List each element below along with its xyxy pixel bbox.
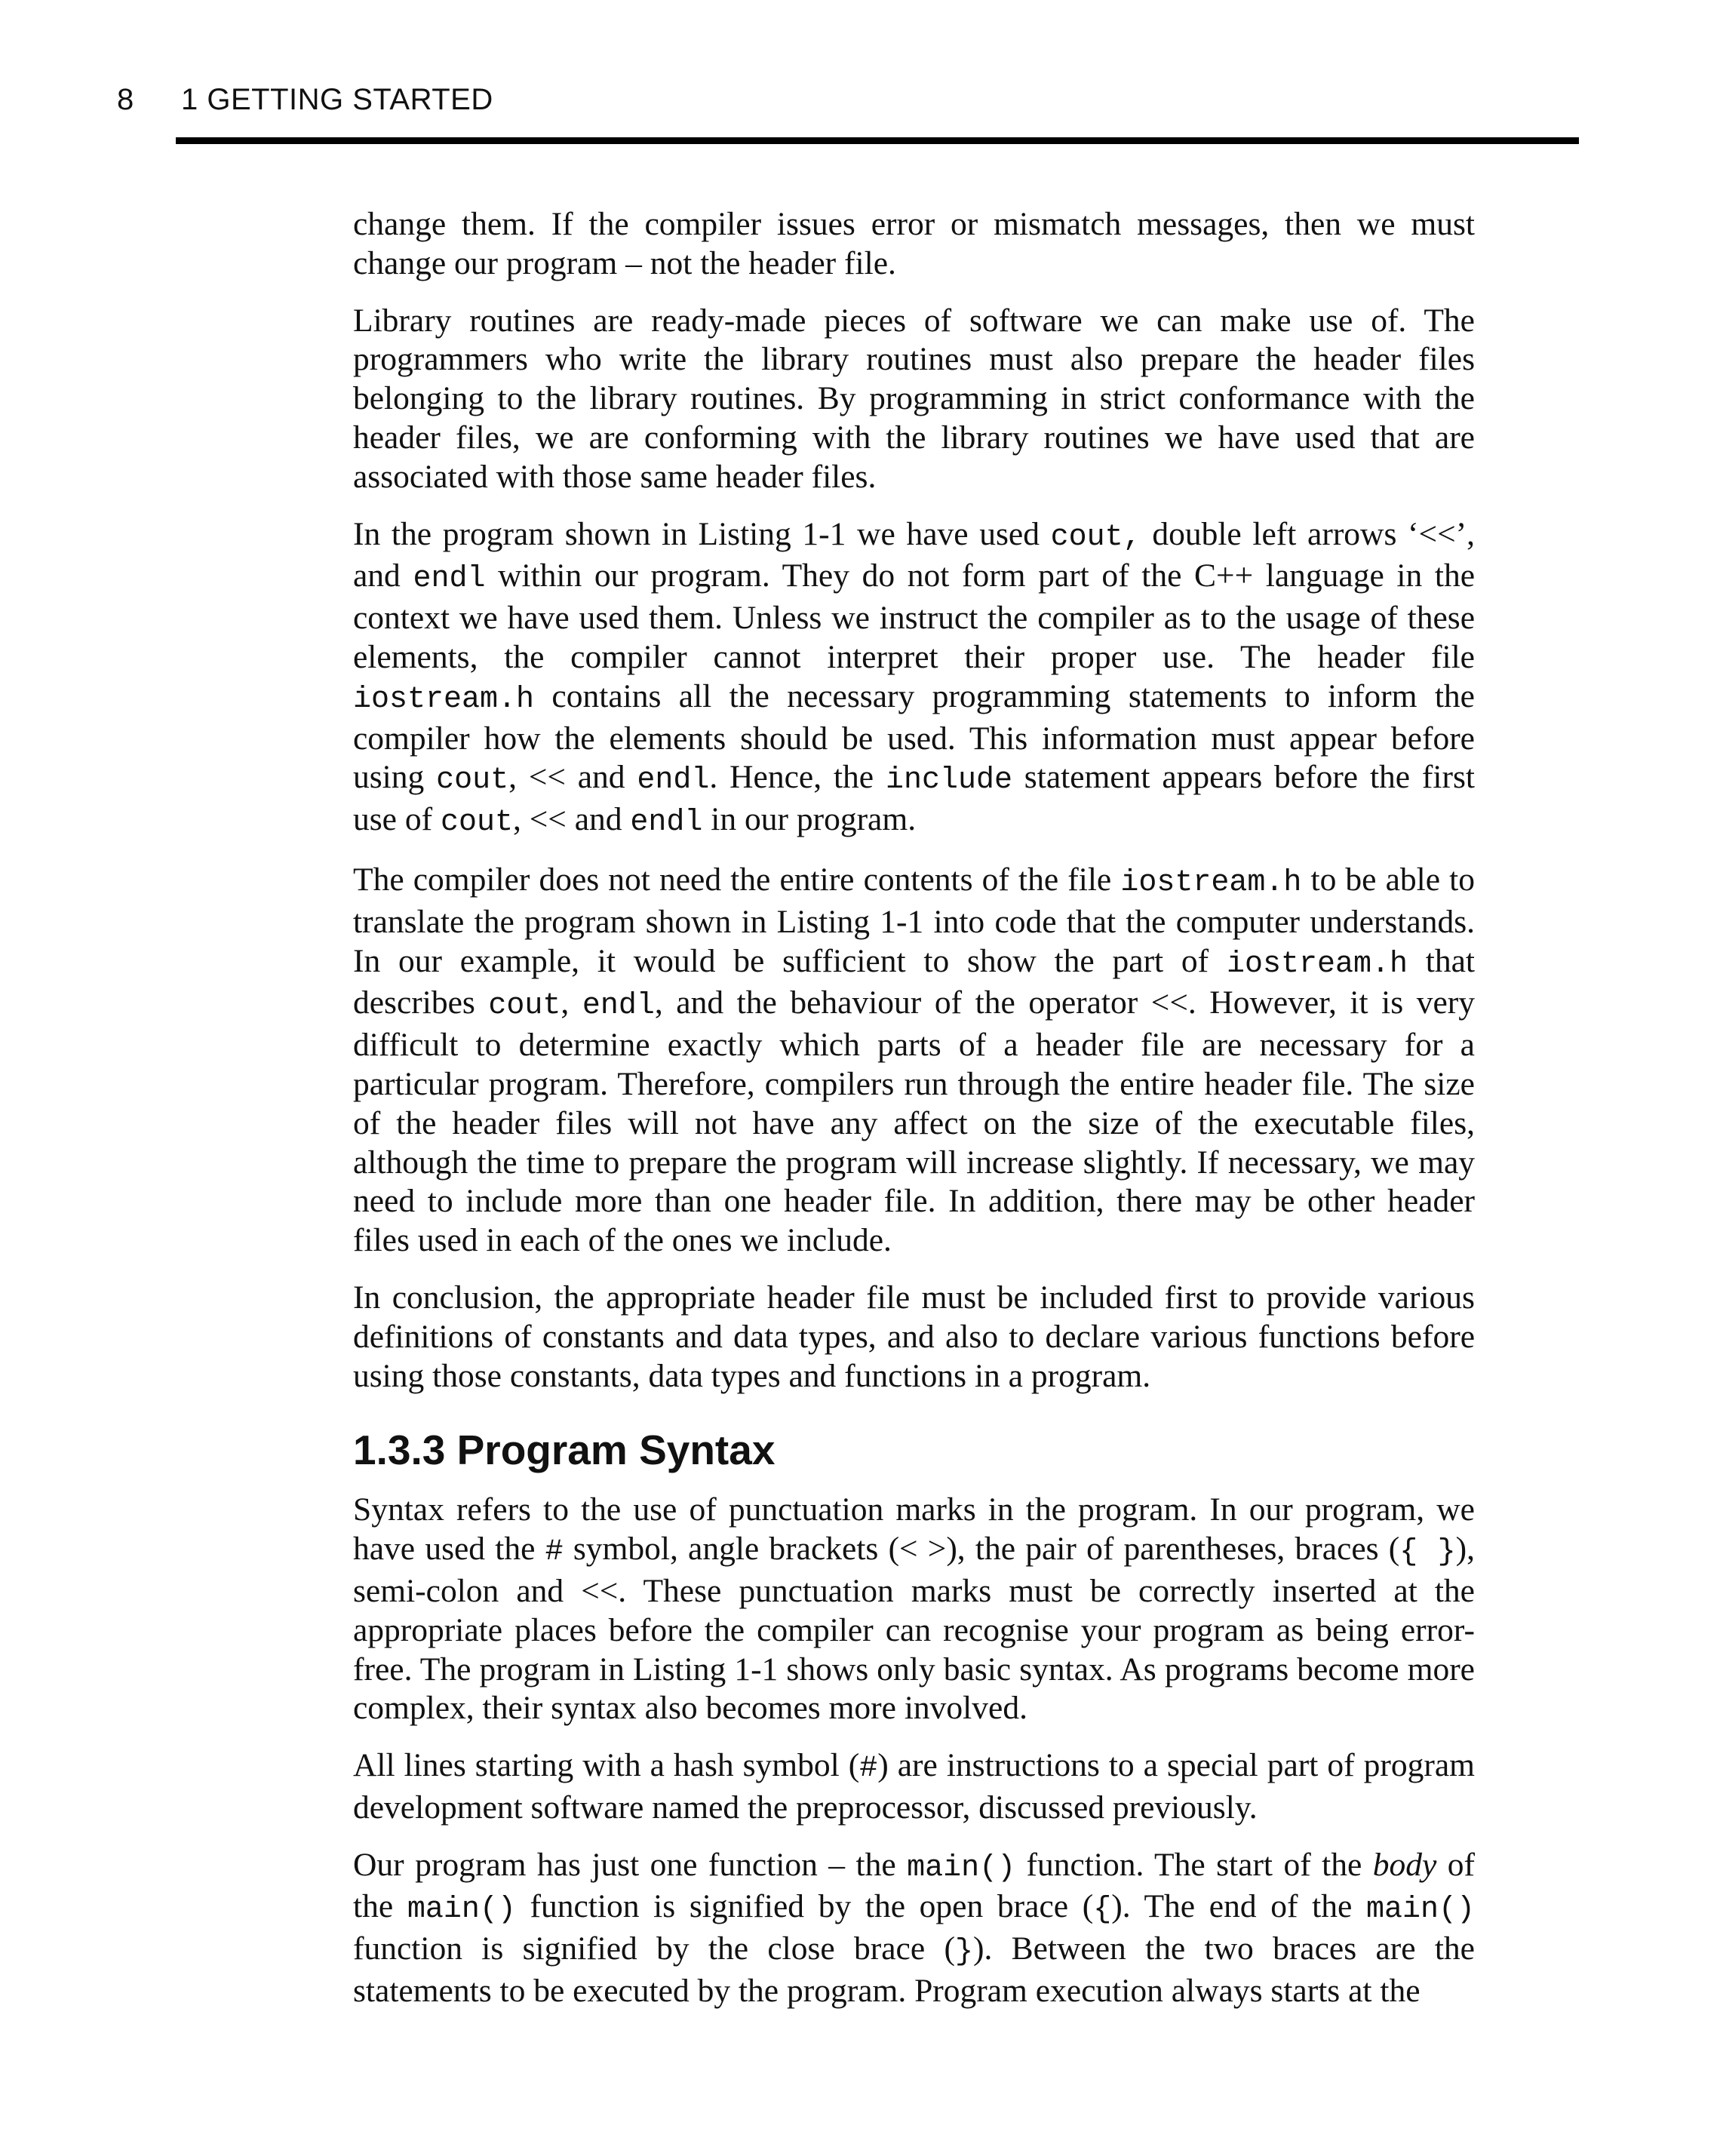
code-term: iostream.h xyxy=(1120,865,1302,900)
code-term: iostream.h xyxy=(1226,947,1408,981)
intro-paragraphs xyxy=(353,205,1475,1396)
code-term: # xyxy=(859,1752,878,1786)
body-text xyxy=(353,205,1475,2029)
text-run: ). The end of the xyxy=(1111,1888,1366,1925)
text-run: In conclusion, the appropriate header file must be included first to provide various definitions of constants and data types, and also to declare various functions before using those constants, data types and functions in a program. xyxy=(353,1279,1475,1394)
code-term: endl xyxy=(630,806,703,840)
text-run: function. The start of the xyxy=(1015,1846,1373,1883)
text-run: , << and xyxy=(508,759,637,796)
text-run: The compiler does not need the entire contents of the file xyxy=(353,861,1121,898)
code-term: } xyxy=(954,1935,973,1970)
paragraph xyxy=(353,302,1475,497)
text-run: ), semi-colon and <<. These punctuation marks must be correctly inserted at the appropriate places before the compiler can recognise your program as being error-free. The program in Listing 1-1 shows only basic syntax. As programs become more complex, their syntax also becomes more involved. xyxy=(353,1531,1475,1727)
paragraph xyxy=(353,1846,1475,2011)
code-term: cout xyxy=(488,989,561,1024)
text-run: double left arrows ‘<<’, and xyxy=(353,515,1475,594)
chapter-title: 1 GETTING STARTED xyxy=(181,83,493,116)
text-run: within our program. They do not form part of the C++ language in the context we have used them. Unless we instruct the compiler as to the usage of these elements, the compiler cannot interpret their proper use. The header file xyxy=(353,557,1475,675)
text-run: to be able to translate the program shown in Listing 1-1 into code that the computer understands. In our example, it would be sufficient to show the part of xyxy=(353,861,1475,979)
paragraph xyxy=(353,515,1475,843)
code-term: main() xyxy=(407,1893,516,1927)
code-term: endl xyxy=(413,562,486,597)
text-run: Library routines are ready-made pieces of software we can make use of. The programmers who write the library routines must also prepare the header files belonging to the library routines. By programming in strict conformance with the header files, we are conforming with the library routines we have used that are associated with those same header files. xyxy=(353,302,1475,495)
paragraph xyxy=(353,1491,1475,1728)
text-run: All lines starting with a hash symbol ( xyxy=(353,1747,860,1784)
paragraph xyxy=(353,1746,1475,1828)
code-term: cout xyxy=(436,763,509,798)
code-term: { xyxy=(1093,1893,1112,1927)
text-run: symbol, angle brackets (< >), the pair of parentheses, braces ( xyxy=(563,1531,1400,1568)
text-run: of the xyxy=(353,1846,1475,1925)
code-term: endl xyxy=(582,989,655,1024)
text-run: In the program shown in Listing 1-1 we have used xyxy=(353,515,1051,552)
code-term: iostream.h xyxy=(353,682,535,717)
text-run: contains all the necessary programming statements to inform the compiler how the elements should be used. This information must appear before using xyxy=(353,677,1475,796)
header-rule xyxy=(176,137,1579,144)
running-head xyxy=(117,83,493,117)
code-term: { } xyxy=(1399,1535,1456,1570)
section-heading: 1.3.3 Program Syntax xyxy=(353,1427,776,1474)
code-term: cout, xyxy=(1050,520,1141,554)
paragraph xyxy=(353,205,1475,284)
code-term: main() xyxy=(907,1850,1016,1885)
paragraph xyxy=(353,861,1475,1261)
code-term: cout xyxy=(440,806,513,840)
paragraph xyxy=(353,1279,1475,1396)
text-run: , and the behaviour of the operator <<. However, it is very difficult to determine exactly which parts of a header file are necessary for a particular program. Therefore, compilers run through the entire header file. The size of the header files will not have any affect on the size of the executable files, although the time to prepare the program will increase slightly. If necessary, we may need to include more than one header file. In addition, there may be other header files used in each of the ones we include. xyxy=(353,984,1476,1259)
code-term: include xyxy=(885,763,1012,798)
text-run: statement appears before the first use of xyxy=(353,759,1476,838)
text-run: ) are instructions to a special part of program development software named the preprocessor, discussed previously. xyxy=(353,1747,1475,1826)
text-run: that describes xyxy=(353,942,1475,1021)
text-run: change them. If the compiler issues error or mismatch messages, then we must change our program – not the header file. xyxy=(353,206,1475,281)
text-run: , << and xyxy=(513,801,631,838)
code-term: endl xyxy=(637,763,710,798)
text-run: function is signified by the close brace ( xyxy=(353,1930,955,1967)
code-term: main() xyxy=(1365,1893,1475,1927)
text-run: . Hence, the xyxy=(709,759,886,796)
section-paragraphs xyxy=(353,1491,1475,2011)
text-run: in our program. xyxy=(702,801,917,838)
text-run: Our program has just one function – the xyxy=(353,1846,908,1883)
page-number: 8 xyxy=(117,83,134,116)
text-run: ). Between the two braces are the statements to be executed by the program. Program execution always starts at the xyxy=(353,1930,1475,2010)
emphasis-text: body xyxy=(1372,1846,1437,1883)
code-term: # xyxy=(545,1535,564,1570)
text-run: , xyxy=(561,984,582,1021)
text-run: Syntax refers to the use of punctuation marks in the program. In our program, we have used the xyxy=(353,1491,1475,1568)
text-run: function is signified by the open brace ( xyxy=(515,1888,1094,1925)
